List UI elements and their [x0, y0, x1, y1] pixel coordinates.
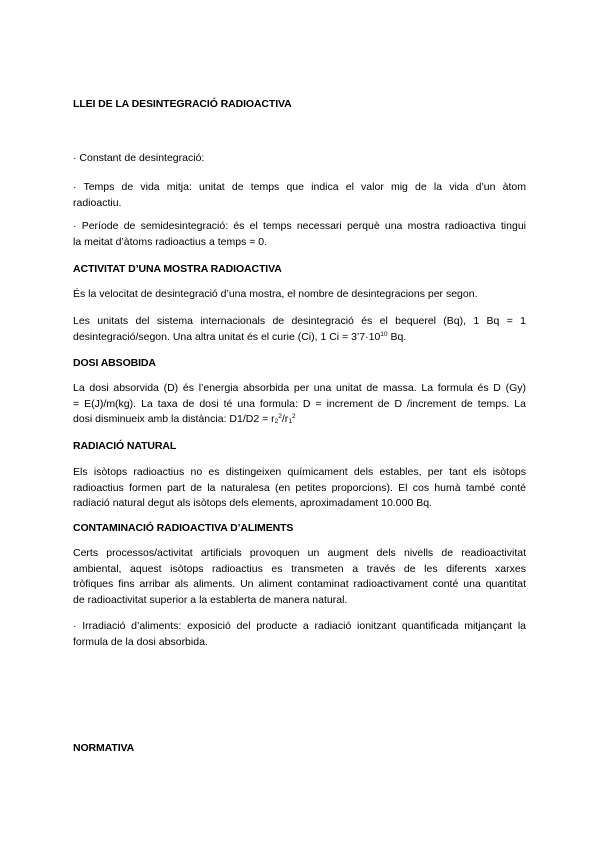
periode-line-2: la meitat d’àtoms radioactius a temps = 0.	[73, 235, 268, 248]
natural-line-1: Els isòtops radioactius no es distingeixen químicament dels estables, per tant els isòtops	[73, 466, 526, 478]
curie-unit: Bq.	[387, 330, 407, 343]
activitat-paragraph-2	[73, 314, 526, 345]
document-title: LLEI DE LA DESINTEGRACIÓ RADIOACTIVA	[73, 98, 292, 110]
dosi-sub-1: 2	[274, 418, 279, 425]
natural-line-2: radioactius formen part de la naturalesa (en petites proporcions). El cos humà també conté	[73, 481, 526, 494]
dosi-heading: DOSI ABSOBIDA	[73, 357, 156, 369]
dosi-formula-text: dosi disminueix amb la distància: D1/D2 = r	[73, 413, 275, 425]
contaminacio-line-4: de radioactivitat superior a la establerta de manera natural.	[73, 593, 348, 606]
dosi-line-3	[73, 412, 526, 428]
irradiacio-line-2: formula de la dosi absorbida.	[73, 635, 208, 648]
dosi-line-1: La dosi absorvida (D) és l’energia absorbida per una unitat de massa. La formula és D (Gy)	[73, 382, 526, 394]
normativa-heading: NORMATIVA	[73, 742, 135, 754]
dosi-line-2: = E(J)/m(kg). La taxa de dosi té una formula: D = increment de D /increment de temps. La	[73, 397, 526, 410]
dosi-sub-2: 1	[288, 418, 292, 425]
activitat-p2-line-1: Les unitats del sistema internacionals de desintegració és el bequerel (Bq), 1 Bq = 1	[73, 315, 526, 327]
activitat-line: És la velocitat de desintegració d’una mostra, el nombre de desintegracions per segon.	[73, 288, 478, 300]
contaminacio-heading: CONTAMINACIÓ RADIOACTIVA D’ALIMENTS	[73, 522, 294, 534]
contaminacio-line-2: ambiental, aquest isòtops radioactius es transmeten a través de les diferents xarxes	[73, 562, 526, 575]
periode-line-1: · Període de semidesintegració: és el temps necessari perquè una mostra radioactiva tingui	[73, 220, 526, 232]
irradiacio-paragraph	[73, 619, 526, 650]
contaminacio-line-1: Certs processos/activitat artificials provoquen un augment dels nivells de readioactivitat	[73, 547, 526, 559]
vida-line-2: radioactiu.	[73, 196, 122, 209]
vida-line-1: · Temps de vida mitja: unitat de temps que indica el valor mig de la vida d’un àtom	[73, 181, 526, 193]
radiacio-natural-heading: RADIACIÓ NATURAL	[73, 440, 177, 452]
radiacio-natural-paragraph	[73, 465, 526, 512]
dosi-paragraph	[73, 381, 526, 428]
curie-text: desintegració/segon. Una altra unitat és el curie (Ci), 1 Ci = 3’7·10	[73, 330, 381, 343]
curie-exponent: 10	[380, 330, 388, 338]
activitat-heading: ACTIVITAT D’UNA MOSTRA RADIOACTIVA	[73, 263, 282, 275]
natural-line-3: radiació natural degut als isòtops dels elements, aproximadament 10.000 Bq.	[73, 497, 432, 509]
contaminacio-line-3: tròfiques fins arribar als aliments. Un aliment contaminat radioactivament conté una quantitat	[73, 578, 526, 590]
dosi-sup-2: 2	[291, 413, 296, 420]
irradiacio-line-1: · Irradiació d’aliments: exposició del producte a radiació ionitzant quantificada mitjançant la	[73, 620, 526, 632]
dosi-formula-divisor: /r	[281, 413, 289, 425]
constant-paragraph	[73, 151, 526, 167]
dosi-sup-1: 2	[278, 413, 282, 420]
semidesintegracio-paragraph	[73, 219, 526, 250]
constant-line: · Constant de desintegració:	[73, 152, 205, 164]
vida-mitja-paragraph	[73, 180, 526, 211]
activitat-paragraph-1	[73, 287, 526, 303]
activitat-p2-line-2	[73, 330, 526, 346]
contaminacio-paragraph	[73, 546, 526, 608]
